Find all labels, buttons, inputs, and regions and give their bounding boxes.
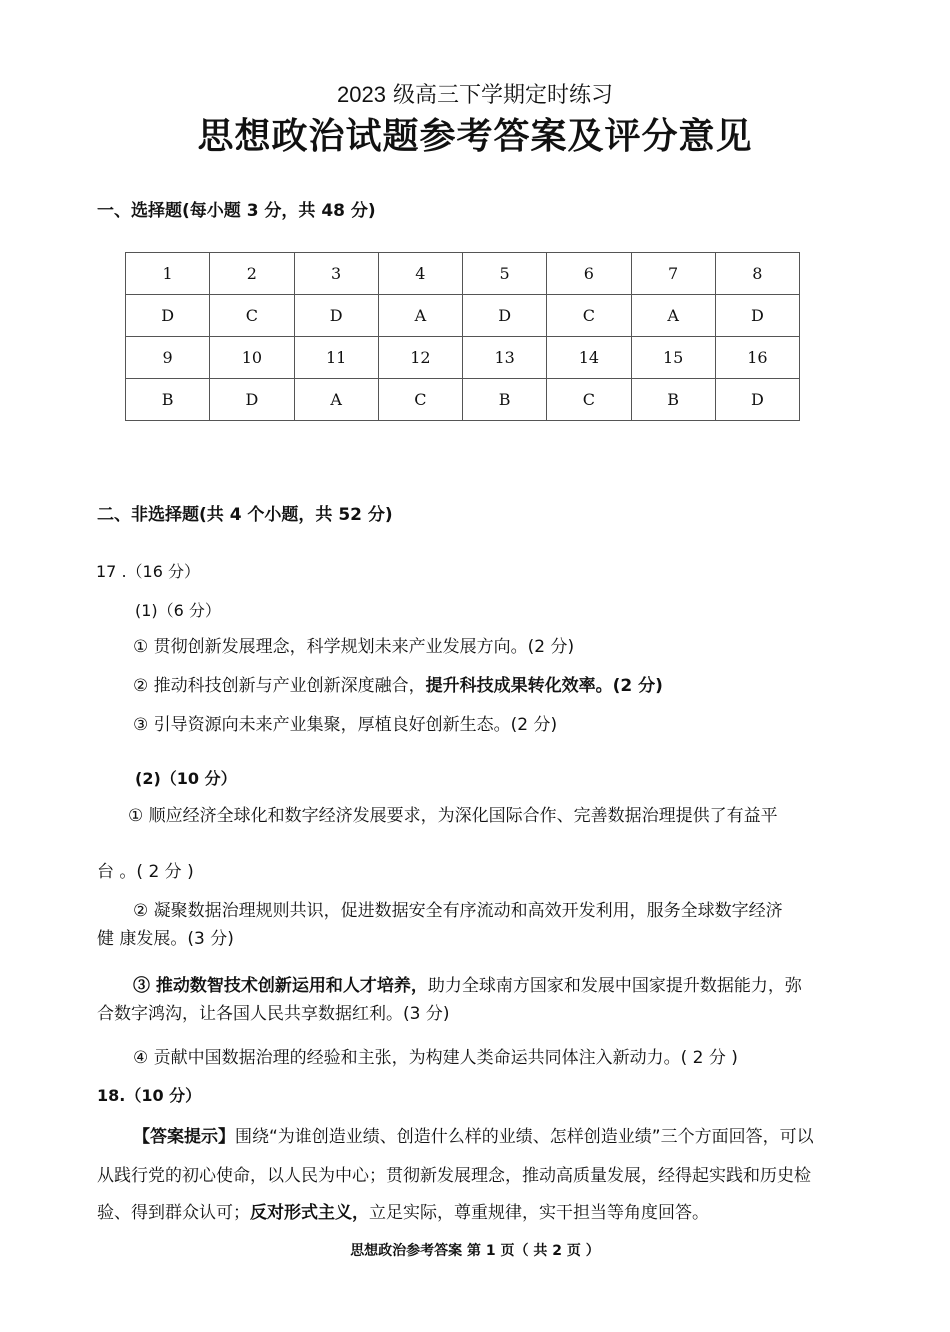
page-footer: 思想政治参考答案 第 1 页（ 共 2 页 ） <box>350 1243 600 1259</box>
table-cell: 15 <box>631 337 715 379</box>
table-cell: 14 <box>547 337 631 379</box>
q17-part1-item3: ③ 引导资源向未来产业集聚，厚植良好创新生态。(2 分) <box>133 715 558 735</box>
table-cell: 7 <box>631 253 715 295</box>
table-cell: A <box>294 379 378 421</box>
table-row <box>126 379 800 421</box>
q17-part2-item4: ④ 贡献中国数据治理的经验和主张，为构建人类命运共同体注入新动力。( 2 分 ) <box>133 1048 738 1068</box>
table-cell: 12 <box>378 337 462 379</box>
table-cell: D <box>126 295 210 337</box>
table-cell: B <box>463 379 547 421</box>
hint-label: 【答案提示】 <box>133 1127 235 1147</box>
table-cell: D <box>715 295 799 337</box>
table-cell: 9 <box>126 337 210 379</box>
hint-text-emphasis: 反对形式主义， <box>250 1203 369 1223</box>
table-cell: C <box>210 295 294 337</box>
exam-subtitle <box>0 78 950 109</box>
table-row <box>126 253 800 295</box>
table-cell: 3 <box>294 253 378 295</box>
table-cell: 8 <box>715 253 799 295</box>
table-cell: D <box>463 295 547 337</box>
table-cell: 6 <box>547 253 631 295</box>
table-cell: 16 <box>715 337 799 379</box>
subtitle-year: 2023 <box>337 82 386 107</box>
table-cell: 13 <box>463 337 547 379</box>
table-cell: 5 <box>463 253 547 295</box>
item-text: 助力全球南方国家和发展中国家提升数据能力，弥 <box>427 976 802 996</box>
item-text: ② 推动科技创新与产业创新深度融合， <box>133 676 426 696</box>
item-text-emphasis: ③ 推动数智技术创新运用和人才培养， <box>133 976 428 996</box>
table-cell: A <box>378 295 462 337</box>
question-17-label: 17 .（16 分） <box>96 562 200 581</box>
table-cell: C <box>547 379 631 421</box>
table-cell: 10 <box>210 337 294 379</box>
q17-part2-item1-line2: 台 。( 2 分 ) <box>97 862 194 882</box>
hint-text: 验、得到群众认可； <box>97 1203 250 1223</box>
table-cell: D <box>715 379 799 421</box>
question-18-label: 18.（10 分） <box>97 1086 202 1105</box>
q17-part2-label: (2)（10 分） <box>135 769 237 788</box>
table-cell: B <box>631 379 715 421</box>
section1-heading: 一、选择题(每小题 3 分，共 48 分) <box>97 201 376 221</box>
q17-part1-item2 <box>133 671 663 696</box>
q18-line1 <box>133 1122 814 1147</box>
q17-part1-item1: ① 贯彻创新发展理念，科学规划未来产业发展方向。(2 分) <box>133 637 575 657</box>
table-cell: C <box>378 379 462 421</box>
hint-text: 围绕“为谁创造业绩、创造什么样的业绩、怎样创造业绩”三个方面回答，可以 <box>235 1127 814 1147</box>
section2-heading: 二、非选择题(共 4 个小题，共 52 分) <box>97 505 393 525</box>
table-row <box>126 295 800 337</box>
q17-part2-item1-line1: ① 顺应经济全球化和数字经济发展要求，为深化国际合作、完善数据治理提供了有益平 <box>128 806 778 826</box>
item-score: (2 分) <box>612 676 663 696</box>
subtitle-text: 级高三下学期定时练习 <box>392 83 613 108</box>
table-cell: B <box>126 379 210 421</box>
table-cell: D <box>294 295 378 337</box>
answer-table <box>125 252 800 421</box>
table-cell: A <box>631 295 715 337</box>
table-cell: 2 <box>210 253 294 295</box>
q17-part2-item3-line2: 合数字鸿沟，让各国人民共享数据红利。(3 分) <box>97 1004 450 1024</box>
q17-part1-label: (1)（6 分） <box>135 601 221 620</box>
q18-line2: 从践行党的初心使命，以人民为中心；贯彻新发展理念，推动高质量发展，经得起实践和历史检 <box>97 1166 811 1186</box>
table-cell: 11 <box>294 337 378 379</box>
hint-text: 立足实际，尊重规律，实干担当等角度回答。 <box>369 1203 709 1223</box>
page-title: 思想政治试题参考答案及评分意见 <box>197 116 753 157</box>
q18-line3 <box>97 1198 709 1223</box>
q17-part2-item2-line1: ② 凝聚数据治理规则共识，促进数据安全有序流动和高效开发利用，服务全球数字经济 <box>133 901 783 921</box>
q17-part2-item2-line2: 健 康发展。(3 分) <box>97 929 234 949</box>
table-cell: C <box>547 295 631 337</box>
table-row <box>126 337 800 379</box>
table-cell: 4 <box>378 253 462 295</box>
table-cell: D <box>210 379 294 421</box>
item-text-emphasis: 提升科技成果转化效率。 <box>425 676 613 696</box>
q17-part2-item3-line1 <box>133 971 802 996</box>
table-cell: 1 <box>126 253 210 295</box>
